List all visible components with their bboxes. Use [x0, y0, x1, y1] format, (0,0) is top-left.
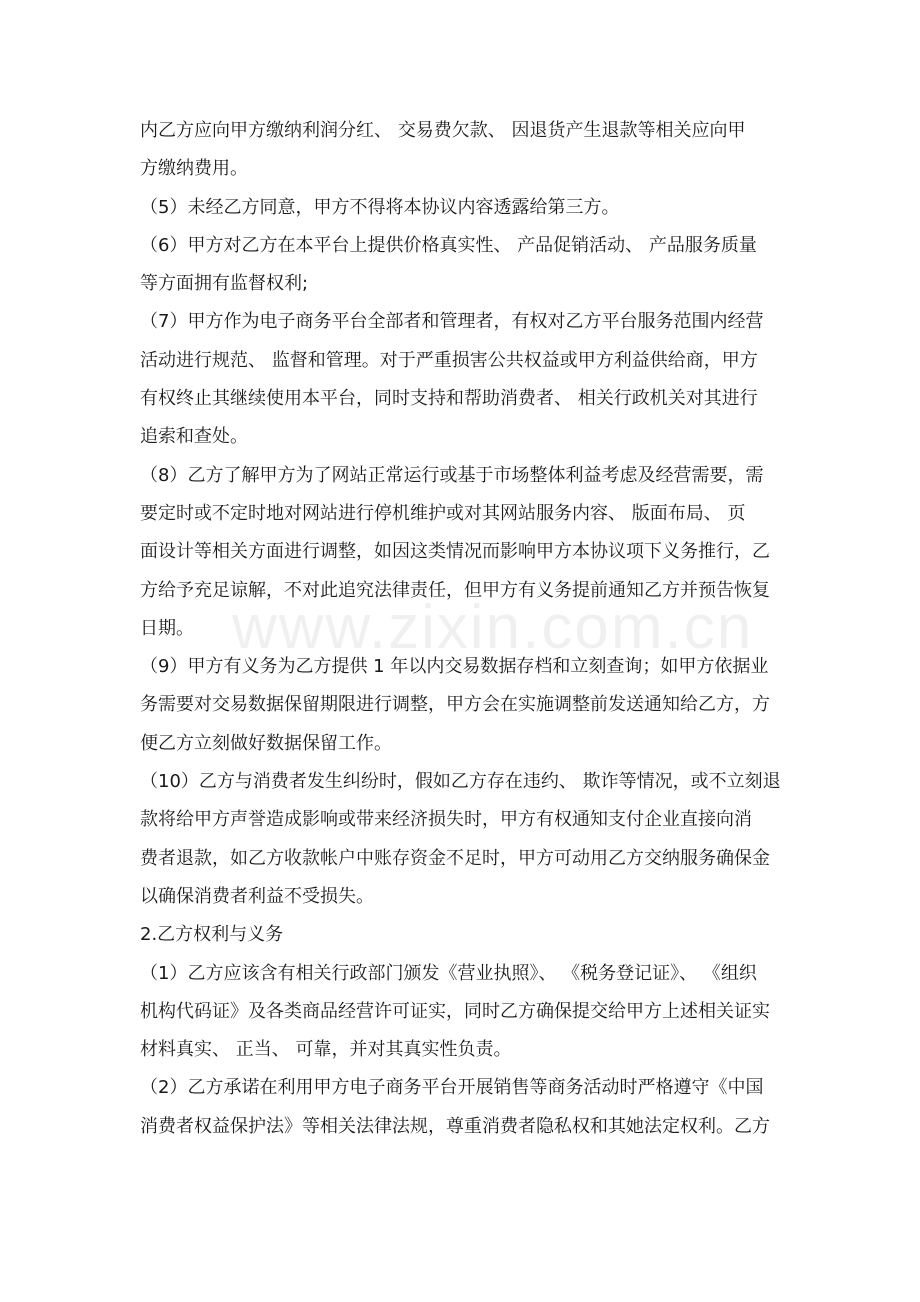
text-line: （6）甲方对乙方在本平台上提供价格真实性、 产品促销活动、 产品服务质量	[140, 234, 757, 256]
text-line: 日期。	[140, 617, 194, 639]
text-line: 机构代码证》及各类商品经营许可证实，同时乙方确保提交给甲方上述相关证实	[140, 1000, 770, 1022]
text-line: 方给予充足谅解，不对此追究法律责任，但甲方有义务提前通知乙方并预告恢复	[140, 579, 770, 601]
text-line: （10）乙方与消费者发生纠纷时，假如乙方存在违约、 欺诈等情况，或不立刻退	[140, 771, 781, 793]
section-heading: 2.乙方权利与义务	[140, 924, 284, 946]
text-line: 追索和查处。	[140, 426, 248, 448]
text-line: 面设计等相关方面进行调整，如因这类情况而影响甲方本协议项下义务推行，乙	[140, 541, 770, 563]
text-line: 等方面拥有监督权利;	[140, 273, 309, 295]
text-line: 内乙方应向甲方缴纳利润分红、 交易费欠款、 因退货产生退款等相关应向甲	[140, 120, 746, 141]
text-line: （9）甲方有义务为乙方提供 1 年以内交易数据存档和立刻查询；如甲方依据业	[140, 656, 769, 678]
text-line: 款将给甲方声誉造成影响或带来经济损失时，甲方有权通知支付企业直接向消	[140, 809, 752, 831]
text-line: 费者退款，如乙方收款帐户中账存资金不足时，甲方可动用乙方交纳服务确保金	[140, 847, 770, 869]
text-line: 要定时或不定时地对网站进行停机维护或对其网站服务内容、 版面布局、 页	[140, 502, 746, 524]
text-line: 务需要对交易数据保留期限进行调整，甲方会在实施调整前发送通知给乙方，方	[140, 694, 770, 716]
text-line: 材料真实、 正当、 可靠，并对其真实性负责。	[140, 1039, 512, 1061]
text-line: 以确保消费者利益不受损失。	[140, 885, 374, 907]
text-line: 方缴纳费用。	[140, 158, 248, 180]
text-line: 消费者权益保护法》等相关法律法规，尊重消费者隐私权和其她法定权利。乙方	[140, 1115, 770, 1137]
text-line: （1）乙方应该含有相关行政部门颁发《营业执照》、 《税务登记证》、 《组织	[140, 962, 757, 984]
text-line: （8）乙方了解甲方为了网站正常运行或基于市场整体利益考虑及经营需要，需	[140, 464, 764, 486]
text-line: 有权终止其继续使用本平台，同时支持和帮助消费者、 相关行政机关对其进行	[140, 388, 758, 410]
text-line: （5）未经乙方同意，甲方不得将本协议内容透露给第三方。	[140, 196, 620, 218]
text-line: （2）乙方承诺在利用甲方电子商务平台开展销售等商务活动时严格遵守《中国	[140, 1077, 764, 1099]
text-line: （7）甲方作为电子商务平台全部者和管理者，有权对乙方平台服务范围内经营	[140, 311, 764, 333]
document-body	[140, 112, 780, 1146]
watermark: www.zixin.com.cn	[232, 593, 754, 662]
text-line: 便乙方立刻做好数据保留工作。	[140, 732, 392, 754]
text-line: 活动进行规范、 监督和管理。对于严重损害公共权益或甲方利益供给商，甲方	[140, 349, 758, 371]
